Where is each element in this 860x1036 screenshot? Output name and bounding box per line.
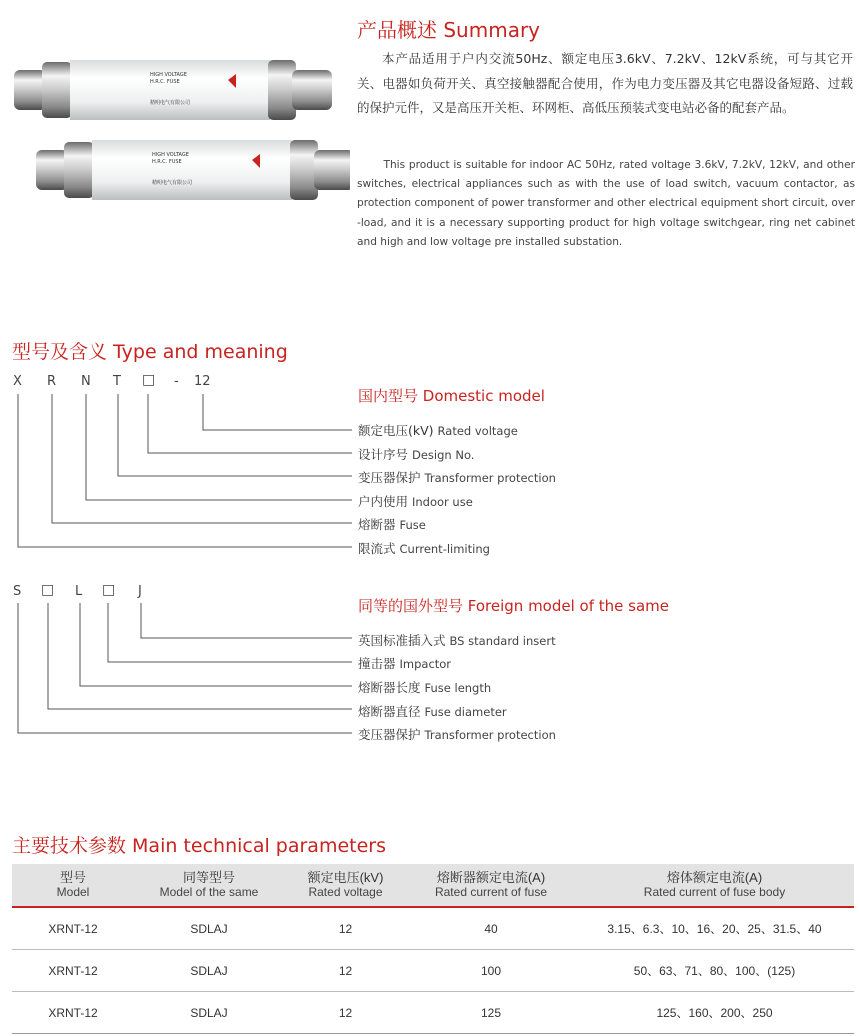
code-dash: - <box>174 374 179 389</box>
type-meaning-title: 型号及含义 Type and meaning <box>12 341 288 363</box>
domestic-item-label: 户内使用 Indoor use <box>358 494 473 509</box>
table-cell: 50、63、71、80、100、(125) <box>575 950 854 992</box>
leader-line <box>18 603 352 733</box>
leader-line <box>148 394 352 453</box>
code-letter: T <box>113 374 121 389</box>
foreign-item-label: 熔断器长度 Fuse length <box>358 680 492 695</box>
foreign-model-heading: 同等的国外型号 Foreign model of the same <box>358 597 670 615</box>
table-cell: XRNT-12 <box>12 907 134 950</box>
code-letter: S <box>13 584 22 599</box>
table-cell: 12 <box>284 992 407 1034</box>
domestic-item-label: 熔断器 Fuse <box>358 517 426 532</box>
code-letter: N <box>81 374 91 389</box>
code-letter: 12 <box>194 374 211 389</box>
domestic-item-label: 额定电压(kV) Rated voltage <box>358 423 518 438</box>
domestic-model-heading: 国内型号 Domestic model <box>358 387 545 405</box>
params-title: 主要技术参数 Main technical parameters <box>12 835 386 857</box>
summary-text-en: This product is suitable for indoor AC 50Hz, rated voltage 3.6kV, 7.2kV, 12kV, and other switches, electrical appliances such as with the use of load switch, vacuum contactor, as protection component of power transformer and other electrical equipment short circuit, over -load, and it is a necessary supporting product for high voltage switchgear, ring net cabinet and high and low voltage pre installed substation. <box>357 159 855 248</box>
foreign-item-label: 英国标准插入式 BS standard insert <box>358 633 556 648</box>
table-row <box>12 992 854 1034</box>
leader-line <box>80 603 352 686</box>
col-header-same-model: 同等型号 Model of the same <box>134 864 284 907</box>
leader-line <box>48 603 352 709</box>
col-header-model: 型号 Model <box>12 864 134 907</box>
table-header-row <box>12 864 854 907</box>
table-cell: 125 <box>407 992 575 1034</box>
code-letter: L <box>75 584 83 599</box>
table-cell: SDLAJ <box>134 950 284 992</box>
table-cell: XRNT-12 <box>12 950 134 992</box>
foreign-item-label: 熔断器直径 Fuse diameter <box>358 704 507 719</box>
svg-text:精明电气有限公司: 精明电气有限公司 <box>152 180 193 186</box>
table-row <box>12 907 854 950</box>
table-cell: 12 <box>284 950 407 992</box>
col-header-rated-voltage: 额定电压(kV) Rated voltage <box>284 864 407 907</box>
leader-line <box>108 603 352 662</box>
code-letter: R <box>47 374 57 389</box>
leader-line <box>86 394 352 500</box>
table-cell: XRNT-12 <box>12 992 134 1034</box>
table-row <box>12 950 854 992</box>
table-cell: 100 <box>407 950 575 992</box>
domestic-item-label: 设计序号 Design No. <box>358 447 475 462</box>
table-cell: 3.15、6.3、10、16、20、25、31.5、40 <box>575 907 854 950</box>
leader-line <box>203 394 352 430</box>
table-cell: 125、160、200、250 <box>575 992 854 1034</box>
svg-text:精明电气有限公司: 精明电气有限公司 <box>150 100 191 106</box>
leader-line <box>18 394 352 547</box>
table-cell: 12 <box>284 907 407 950</box>
svg-text:H.R.C. FUSE: H.R.C. FUSE <box>152 159 182 165</box>
foreign-item-label: 撞击器 Impactor <box>358 656 452 671</box>
summary-title: 产品概述 Summary <box>357 18 541 42</box>
code-box: □ <box>142 372 156 388</box>
domestic-item-label: 变压器保护 Transformer protection <box>358 470 556 485</box>
foreign-item-label: 变压器保护 Transformer protection <box>358 727 556 742</box>
svg-text:H.R.C. FUSE: H.R.C. FUSE <box>150 79 180 85</box>
svg-text:HIGH VOLTAGE: HIGH VOLTAGE <box>152 152 189 158</box>
table-cell: SDLAJ <box>134 992 284 1034</box>
params-table <box>12 864 854 1034</box>
code-letter: X <box>13 374 22 389</box>
table-cell: SDLAJ <box>134 907 284 950</box>
col-header-body-current: 熔体额定电流(A) Rated current of fuse body <box>575 864 854 907</box>
summary-text-cn: 本产品适用于户内交流50Hz、额定电压3.6kV、7.2kV、12kV系统，可与其它开关、电器如负荷开关、真空接触器配合使用，作为电力变压器及其它电器设备短路、过载的保护元件，又是高压开关柜、环网柜、高低压预装式变电站必备的配套产品。 <box>357 51 853 115</box>
code-box: □ <box>102 582 116 598</box>
code-box: □ <box>41 582 55 598</box>
col-header-fuse-current: 熔断器额定电流(A) Rated current of fuse <box>407 864 575 907</box>
leader-line <box>141 603 352 638</box>
code-letter: J <box>138 584 142 599</box>
table-cell: 40 <box>407 907 575 950</box>
svg-text:HIGH VOLTAGE: HIGH VOLTAGE <box>150 72 187 78</box>
leader-line <box>52 394 352 523</box>
domestic-item-label: 限流式 Current-limiting <box>358 541 490 556</box>
leader-line <box>118 394 352 476</box>
